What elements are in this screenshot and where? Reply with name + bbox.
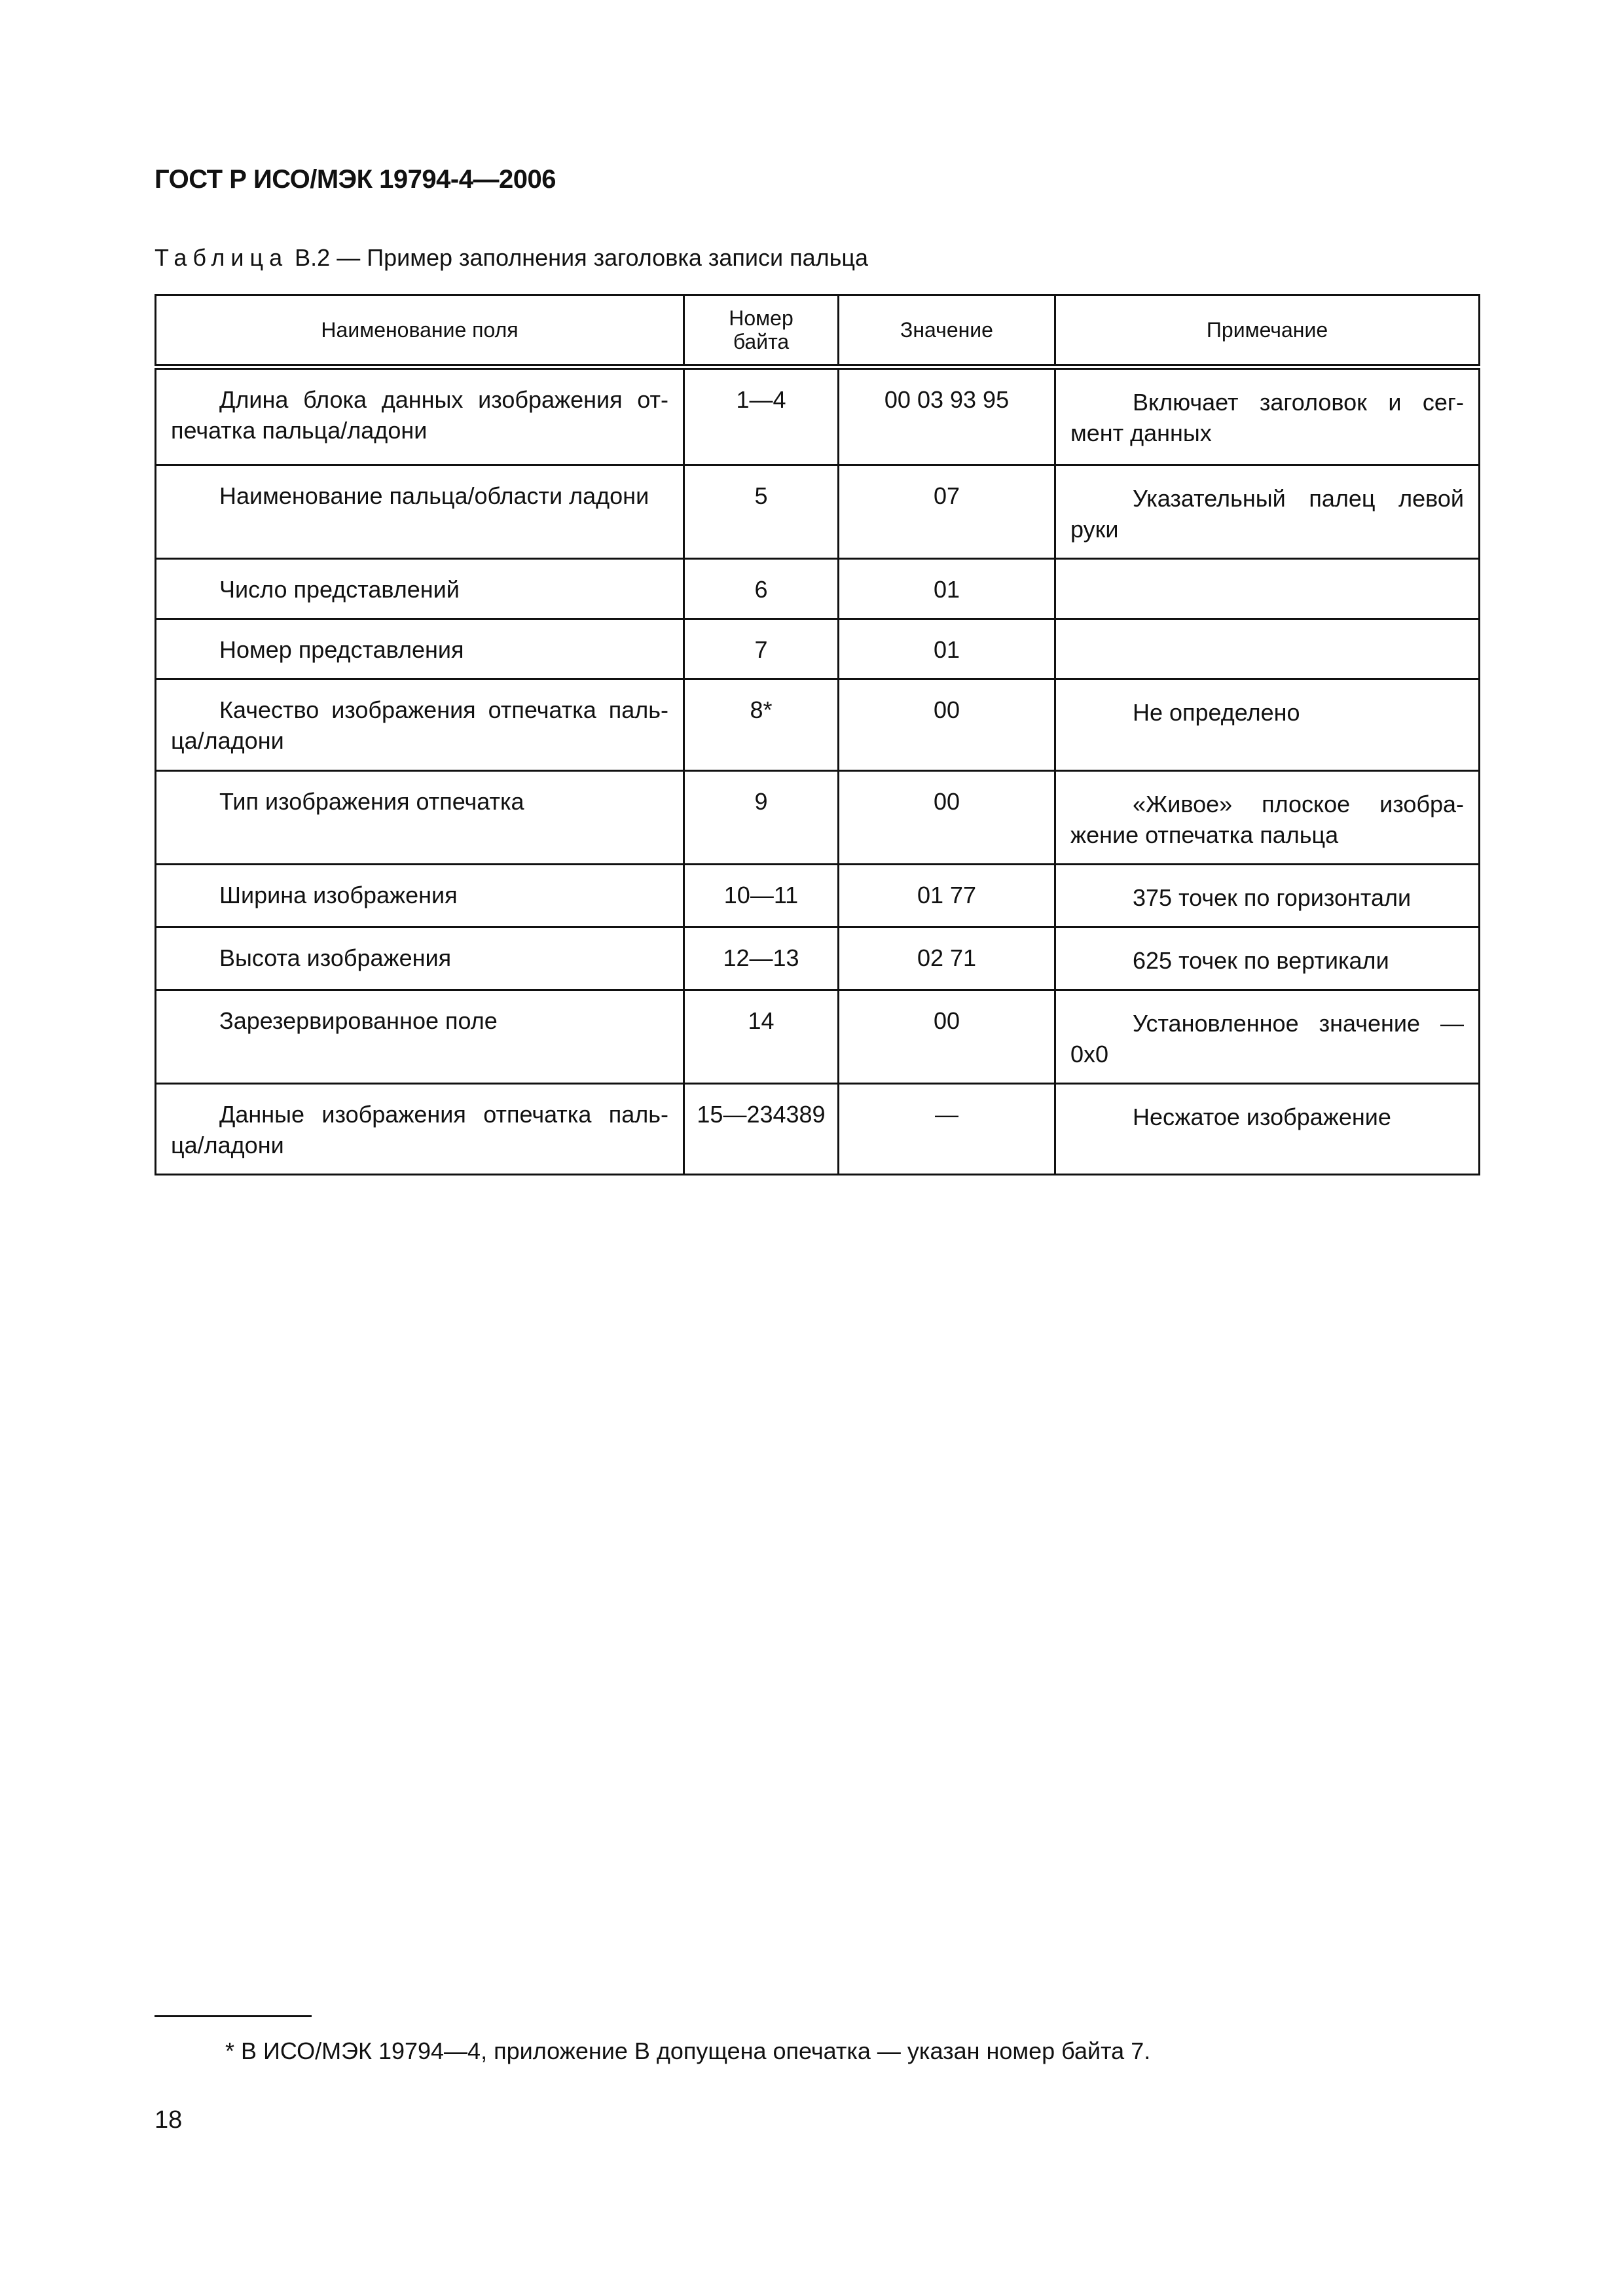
table-row [156,679,1480,771]
row-value: 01 [933,636,960,663]
row-byte-number: 7 [754,636,768,663]
row-note: Не определено [1133,699,1300,726]
table-row [156,990,1480,1084]
row-byte-number: 6 [754,576,768,603]
row-note [1056,560,1478,590]
row-byte-number: 1—4 [736,386,786,413]
table-row [156,367,1480,465]
row-field-name: Наименование пальца/области ладони [219,482,649,509]
row-value: 01 [933,576,960,603]
footnote: * В ИСО/МЭК 19794—4, приложение В допущена опечатка — указан номер байта 7. [225,2037,1151,2064]
row-note: Несжатое изображение [1133,1103,1391,1130]
table-header-row [156,295,1480,367]
row-value: 07 [933,482,960,509]
table-row [156,927,1480,990]
row-field-name: Зарезервированное поле [219,1007,498,1034]
row-byte-number: 8* [750,696,773,723]
row-note: 375 точек по горизонтали [1133,884,1412,911]
row-byte-number: 10—11 [723,882,799,908]
row-value: — [935,1101,958,1128]
row-note: «Живое» плоское изобра-жение отпечатка пальца [1070,791,1464,848]
table-row [156,771,1480,865]
row-note: 625 точек по вертикали [1133,947,1389,974]
finger-header-table [155,294,1480,1175]
row-note [1056,620,1478,650]
row-field-name: Ширина изображения [219,882,458,908]
header-value: Значение [839,295,1055,367]
row-byte-number: 5 [754,482,768,509]
footnote-divider [155,2015,312,2017]
row-note: Указательный палец левой руки [1070,485,1464,543]
table-caption-text: В.2 — Пример заполнения заголовка записи пальца [295,244,869,271]
header-note: Примечание [1055,295,1480,367]
row-field-name: Данные изображения отпечатка паль-ца/ладони [171,1101,668,1158]
row-value: 01 77 [917,882,977,908]
row-note: Включает заголовок и сег-мент данных [1070,389,1464,446]
row-byte-number: 14 [748,1007,775,1034]
row-field-name: Номер представления [219,636,464,663]
row-field-name: Тип изображения отпечатка [219,788,524,815]
header-byte-number [684,295,839,367]
document-header: ГОСТ Р ИСО/МЭК 19794-4—2006 [155,165,556,194]
row-byte-number: 9 [754,788,768,815]
row-value: 00 03 93 95 [884,386,1010,413]
row-field-name: Высота изображения [219,944,452,971]
header-field-name: Наименование поля [156,295,684,367]
header-byte-number-line1: Номер [729,306,793,330]
row-value: 00 [933,696,960,723]
table-row [156,559,1480,619]
page-number: 18 [155,2106,183,2134]
table-row [156,1084,1480,1175]
row-field-name: Длина блока данных изображения от-печатка пальца/ладони [171,386,668,444]
row-value: 00 [933,788,960,815]
header-byte-number-line2: байта [733,329,790,353]
row-note: Установленное значение — 0x0 [1070,1010,1464,1067]
table-caption [155,244,868,272]
row-field-name: Качество изображения отпечатка паль-ца/ладони [171,696,668,754]
table-row [156,865,1480,927]
row-field-name: Число представлений [219,576,460,603]
row-value: 00 [933,1007,960,1034]
row-byte-number: 15—234389 [697,1101,826,1128]
table-row [156,465,1480,559]
table-caption-prefix: Таблица [155,244,289,271]
table-row [156,619,1480,679]
row-value: 02 71 [917,944,977,971]
row-byte-number: 12—13 [723,944,799,971]
